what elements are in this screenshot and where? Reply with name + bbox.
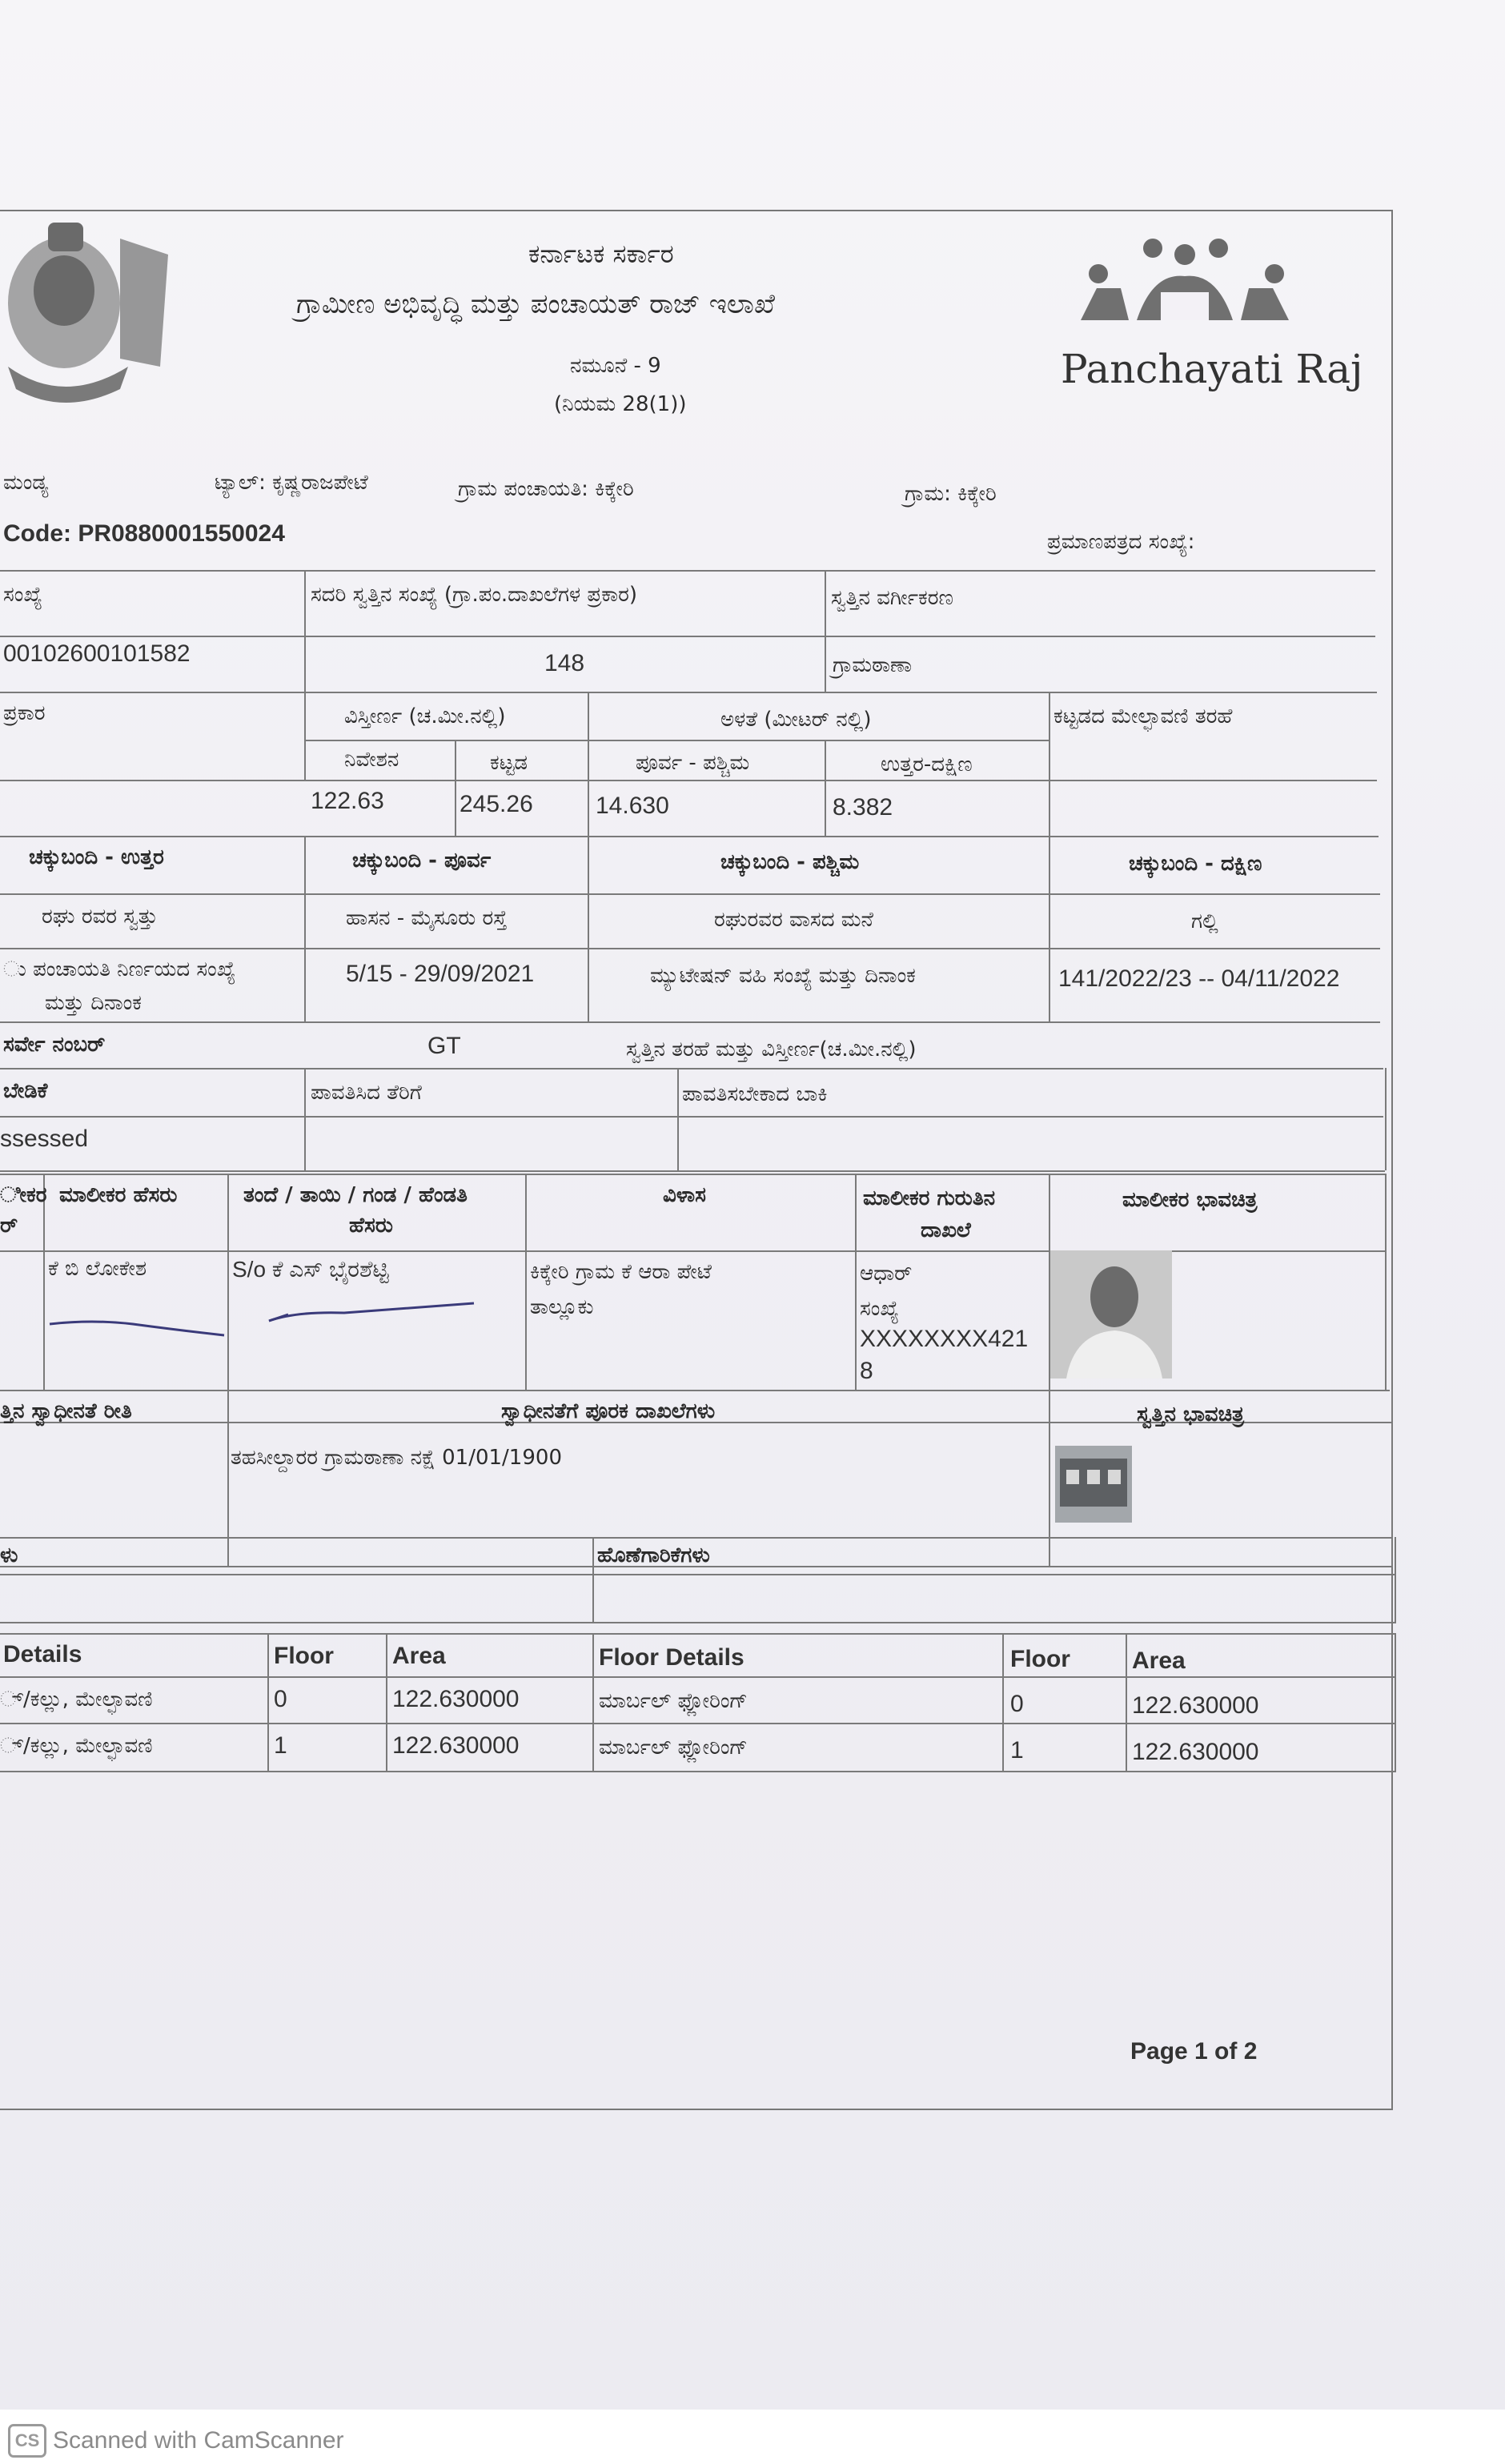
signature-mark-owner (45, 1313, 229, 1345)
property-classification-label: ಸ್ವತ್ತಿನ ವರ್ಗೀಕರಣ (831, 586, 953, 610)
property-photo-label: ಸ್ವತ್ತಿನ ಭಾವಚಿತ್ರ (1137, 1403, 1244, 1427)
owner-id-number-line2: 8 (860, 1358, 873, 1384)
owner-id-label-line2: ದಾಖಲೆ (921, 1218, 971, 1242)
tax-paid-label: ಪಾವತಿಸಿದ ತೆರಿಗೆ (311, 1081, 422, 1105)
building-area-value: 245.26 (460, 791, 533, 817)
district-label: ಮಂಡ್ಯ (3, 471, 49, 495)
north-boundary-value: ರಘು ರವರ ಸ್ವತ್ತು (42, 905, 158, 929)
area-left-header: Area (392, 1643, 446, 1669)
assessed-label: ssessed (0, 1126, 89, 1152)
property-id-value: 00102600101582 (3, 640, 191, 667)
page-indicator: Page 1 of 2 (1130, 2038, 1258, 2065)
tax-balance-label: ಪಾವತಿಸಬೇಕಾದ ಬಾಕಿ (682, 1082, 828, 1106)
floor-right-row1-details: ಮಾರ್ಬಲ್ ಫ್ಲೋರಿಂಗ್ (599, 1689, 748, 1713)
north-boundary-label: ಚಕ್ಕುಬಂದಿ - ಉತ್ತರ (29, 845, 164, 869)
acquisition-documents-label: ಸ್ವಾಧೀನತೆಗೆ ಪೂರಕ ದಾಖಲೆಗಳು (501, 1399, 716, 1423)
building-label: ಕಟ್ಟಡ (490, 751, 528, 775)
panchayati-raj-logo-text: Panchayati Raj (1061, 346, 1363, 392)
site-area-value: 122.63 (311, 788, 384, 814)
floor-left-row1-floor: 0 (274, 1686, 287, 1712)
gram-panchayat-label: ಗ್ರಾಮ ಪಂಚಾಯತಿ: ಕಿಕ್ಕೇರಿ (458, 477, 634, 501)
property-photo (1055, 1446, 1132, 1523)
floor-left-row2-details: ್/ಕಲ್ಲು, ಮೇಲ್ಛಾವಣಿ (0, 1734, 153, 1758)
east-boundary-label: ಚಕ್ಕುಬಂದಿ - ಪೂರ್ವ (352, 849, 492, 873)
floor-right-row2-details: ಮಾರ್ಬಲ್ ಫ್ಲೋರಿಂಗ್ (599, 1736, 748, 1760)
address-value-line1: ಕಿಕ್ಕೇರಿ ಗ್ರಾಮ ಕೆ ಆರಾ ಪೇಟೆ (530, 1260, 712, 1284)
owner-id-type-line1: ಆಧಾರ್ (860, 1262, 913, 1286)
floor-details-right-header: Floor Details (599, 1644, 744, 1671)
state-government-title: ಕರ್ನಾಟಕ ಸರ್ಕಾರ (528, 239, 674, 269)
owner-col0-line1: ೀಕರ (0, 1183, 47, 1207)
address-value-line2: ತಾಲ್ಲೂಕು (530, 1295, 594, 1319)
owner-col0-line2: ರ್ (0, 1214, 18, 1238)
camscanner-logo-icon: CS (8, 2424, 46, 2458)
certificate-number-label: ಪ್ರಮಾಣಪತ್ರದ ಸಂಖ್ಯೆ: (1047, 530, 1195, 554)
owner-photo (1050, 1250, 1172, 1378)
survey-number-label: ಸರ್ವೇ ನಂಬರ್ (3, 1033, 106, 1057)
area-label: ವಿಸ್ತೀರ್ಣ (ಚ.ಮೀ.ನಲ್ಲಿ) (344, 704, 506, 728)
floor-left-row2-floor: 1 (274, 1732, 287, 1759)
south-boundary-value: ಗಲ್ಲಿ (1191, 909, 1218, 933)
south-boundary-label: ಚಕ್ಕುಬಂದಿ - ದಕ್ಷಿಣ (1129, 852, 1262, 876)
relation-name-label-line2: ಹೆಸರು (349, 1214, 393, 1238)
resolution-value: 5/15 - 29/09/2021 (346, 961, 535, 987)
liabilities-left-label: ಳು (0, 1543, 18, 1567)
north-south-value: 8.382 (833, 794, 893, 821)
old-property-number-value: 148 (544, 650, 585, 676)
west-boundary-value: ರಘುರವರ ವಾಸದ ಮನೆ (714, 908, 873, 932)
dimensions-label: ಅಳತೆ (ಮೀಟರ್ ನಲ್ಲಿ) (720, 708, 872, 732)
roof-type-label: ಕಟ್ಟಡದ ಮೇಲ್ಛಾವಣಿ ತರಹೆ (1054, 704, 1233, 728)
tax-demand-label: ಬೇಡಿಕೆ (3, 1079, 48, 1103)
floor-right-row1-floor: 0 (1010, 1691, 1024, 1717)
floor-left-row1-area: 122.630000 (392, 1686, 520, 1712)
relation-name-value: S/o ಕೆ ಎಸ್ ಭೈರಶೆಟ್ಟಿ (232, 1257, 389, 1282)
acquisition-documents-value: ತಹಸೀಲ್ದಾರರ ಗ್ರಾಮಠಾಣಾ ನಕ್ಷೆ 01/01/1900 (231, 1446, 562, 1470)
address-label: ವಿಳಾಸ (663, 1183, 706, 1207)
owner-name-value: ಕೆ ಬಿ ಲೋಕೇಶ (48, 1257, 147, 1281)
karnataka-emblem-icon (0, 207, 178, 407)
department-title: ಗ್ರಾಮೀಣ ಅಭಿವೃದ್ಧಿ ಮತ್ತು ಪಂಚಾಯತ್ ರಾಜ್ ಇಲಾಖೆ (296, 288, 775, 320)
west-boundary-label: ಚಕ್ಕುಬಂದಿ - ಪಶ್ಚಿಮ (720, 850, 860, 874)
mutation-label: ಮ್ಯುಟೇಷನ್ ವಹಿ ಸಂಖ್ಯೆ ಮತ್ತು ದಿನಾಂಕ (650, 964, 916, 988)
resolution-label-line1: ು ಪಂಚಾಯತಿ ನಿರ್ಣಯದ ಸಂಖ್ಯೆ (3, 957, 236, 981)
east-west-label: ಪೂರ್ವ - ಪಶ್ಚಿಮ (636, 751, 750, 775)
village-label: ಗ್ರಾಮ: ಕಿಕ್ಕೇರಿ (905, 482, 997, 506)
document-frame (0, 210, 1393, 2110)
owner-id-label-line1: ಮಾಲೀಕರ ಗುರುತಿನ (863, 1186, 996, 1210)
owner-id-number-line1: XXXXXXXX421 (860, 1326, 1029, 1352)
property-type-area-label: ಸ್ವತ್ತಿನ ತರಹೆ ಮತ್ತು ವಿಸ್ತೀರ್ಣ(ಚ.ಮೀ.ನಲ್ಲಿ) (626, 1037, 917, 1061)
resolution-label-line2: ಮತ್ತು ದಿನಾಂಕ (45, 991, 142, 1015)
acquisition-method-label: ತ್ತಿನ ಸ್ವಾಧೀನತೆ ರೀತಿ (0, 1399, 132, 1423)
north-south-label: ಉತ್ತರ-ದಕ್ಷಿಣ (881, 752, 973, 777)
owner-name-label: ಮಾಲೀಕರ ಹೆಸರು (59, 1183, 178, 1207)
site-label: ನಿವೇಶನ (344, 748, 399, 772)
property-classification-value: ಗ್ರಾಮಠಾಣಾ (833, 653, 913, 677)
property-type-label: ಪ್ರಕಾರ (3, 701, 46, 725)
mutation-value: 141/2022/23 -- 04/11/2022 (1058, 965, 1340, 992)
scanner-watermark-text: Scanned with CamScanner (53, 2427, 344, 2454)
liabilities-label: ಹೊಣೆಗಾರಿಕೆಗಳು (597, 1543, 710, 1567)
form-number: ನಮೂನೆ - 9 (570, 354, 661, 378)
floor-left-row2-area: 122.630000 (392, 1732, 520, 1759)
floor-right-row2-area: 122.630000 (1132, 1739, 1259, 1765)
old-property-number-label: ಸದರಿ ಸ್ವತ್ತಿನ ಸಂಖ್ಯೆ (ಗ್ರಾ.ಪಂ.ದಾಖಲೆಗಳ ಪ್ರಕಾರ) (311, 583, 637, 607)
owner-id-type-line2: ಸಂಖ್ಯೆ (860, 1297, 899, 1321)
floor-left-row1-details: ್/ಕಲ್ಲು, ಮೇಲ್ಛಾವಣಿ (0, 1687, 153, 1712)
floor-right-row2-floor: 1 (1010, 1737, 1024, 1764)
east-west-value: 14.630 (596, 793, 669, 819)
survey-number-value: GT (427, 1033, 461, 1059)
rule-reference: (ನಿಯಮ 28(1)) (554, 392, 687, 416)
signature-mark-relation (264, 1297, 480, 1332)
relation-name-label-line1: ತಂದೆ / ತಾಯಿ / ಗಂಡ / ಹೆಂಡತಿ (243, 1183, 468, 1207)
floor-details-left-header: Details (3, 1641, 82, 1667)
east-boundary-value: ಹಾಸನ - ಮೈಸೂರು ರಸ್ತೆ (346, 906, 508, 930)
owner-photo-label: ಮಾಲೀಕರ ಭಾವಚಿತ್ರ (1122, 1188, 1258, 1212)
taluk-label: ಟ್ಯಾಲ್: ಕೃಷ್ಣರಾಜಪೇಟೆ (215, 471, 368, 495)
floor-right-row1-area: 122.630000 (1132, 1692, 1259, 1719)
property-code: Code: PR0880001550024 (3, 520, 285, 547)
scanner-footer (0, 2410, 1505, 2464)
floor-left-header: Floor (274, 1643, 334, 1669)
floor-right-header: Floor (1010, 1646, 1070, 1672)
area-right-header: Area (1132, 1647, 1186, 1674)
property-id-label: ಸಂಖ್ಯೆ (3, 583, 42, 607)
